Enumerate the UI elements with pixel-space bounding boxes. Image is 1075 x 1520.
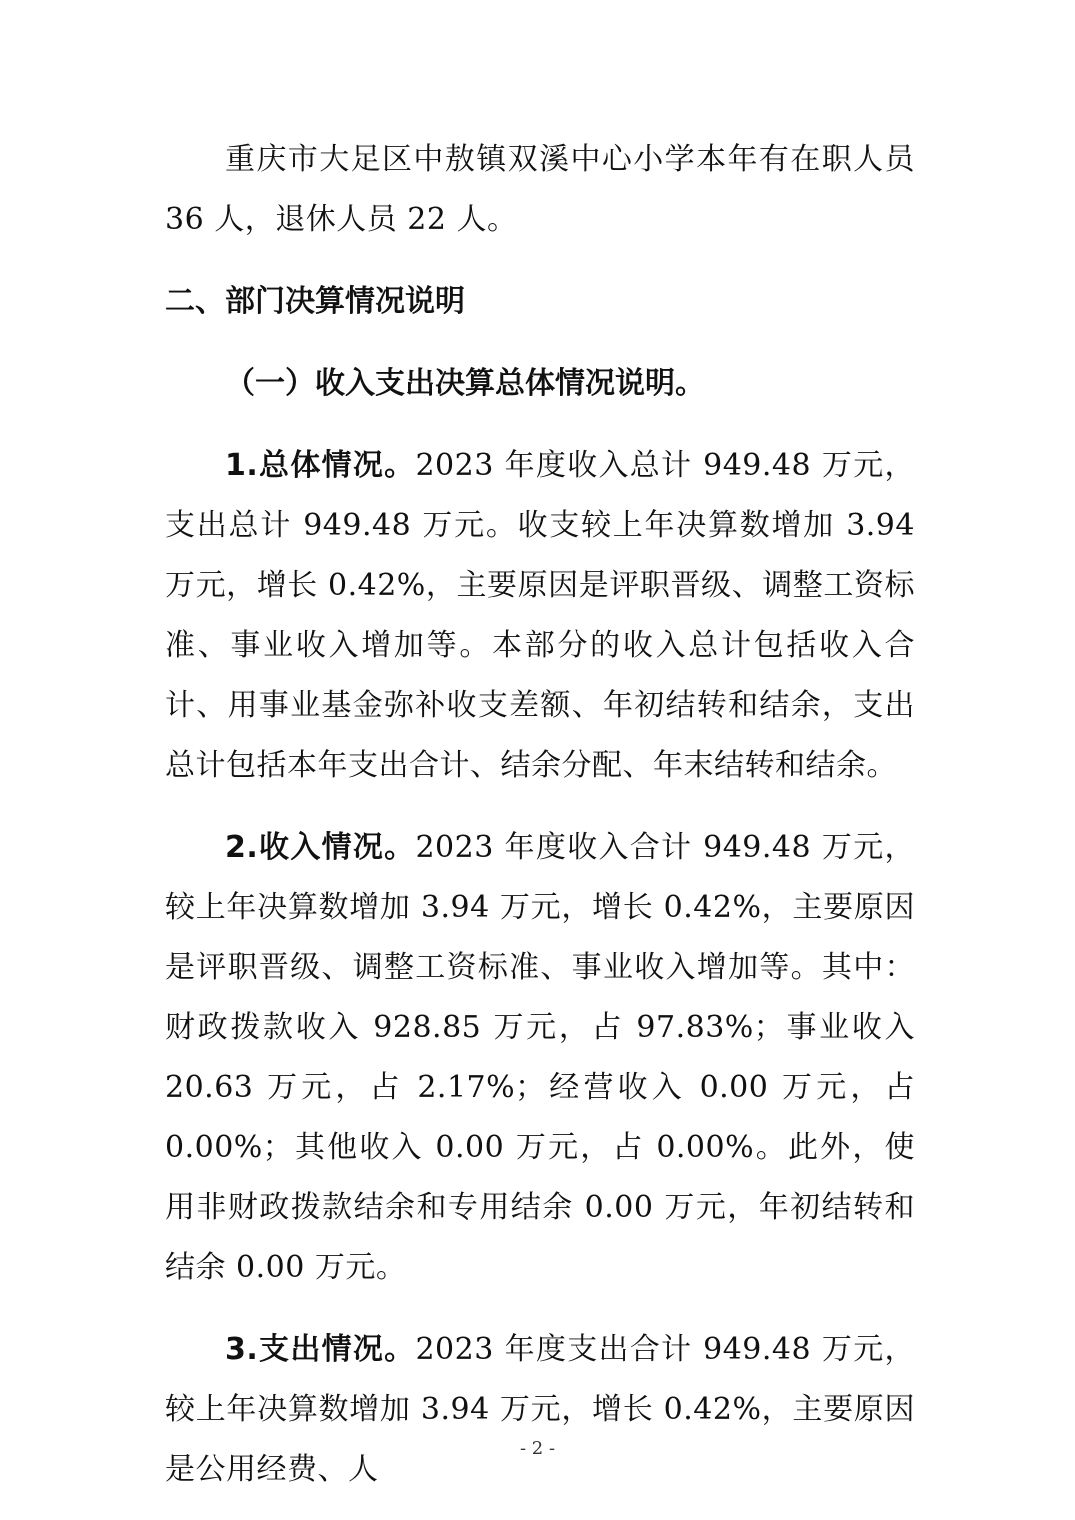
- paragraph-overall: [165, 436, 915, 796]
- paragraph-lead: 1.总体情况。: [225, 448, 416, 483]
- paragraph-body: 2023 年度收入总计 949.48 万元，支出总计 949.48 万元。收支较上年决算数增加 3.94 万元，增长 0.42%，主要原因是评职晋级、调整工资标准、事业收入增加等。本部分的收入总计包括收入合计、用事业基金弥补收支差额、年初结转和结余，支出总计包括本年支出合计、结余分配、年末结转和结余。: [165, 448, 915, 783]
- paragraph-body: 2023 年度支出合计 949.48 万元，较上年决算数增加 3.94 万元，增长 0.42%，主要原因是公用经费、人: [165, 1332, 915, 1487]
- paragraph-income: [165, 818, 915, 1298]
- paragraph-body: 2023 年度收入合计 949.48 万元，较上年决算数增加 3.94 万元，增长 0.42%，主要原因是评职晋级、调整工资标准、事业收入增加等。其中：财政拨款收入 928.85 万元，占 97.83%；事业收入 20.63 万元，占 2.17%；经营收入 0.00 万元，占 0.00%；其他收入 0.00 万元，占 0.00%。此外，使用非财政拨款结余和专用结余 0.00 万元，年初结转和结余 0.00 万元。: [165, 830, 915, 1285]
- page-number: - 2 -: [519, 1438, 556, 1459]
- intro-paragraph: 重庆市大足区中敖镇双溪中心小学本年有在职人员 36 人，退休人员 22 人。: [165, 142, 915, 237]
- section-heading: 二、部门决算情况说明: [165, 284, 465, 319]
- subsection-heading: （一）收入支出决算总体情况说明。: [225, 366, 705, 401]
- paragraph-expenditure: [165, 1320, 915, 1500]
- document-body: [165, 130, 915, 1500]
- paragraph-lead: 3.支出情况。: [225, 1332, 416, 1367]
- paragraph-lead: 2.收入情况。: [225, 830, 416, 865]
